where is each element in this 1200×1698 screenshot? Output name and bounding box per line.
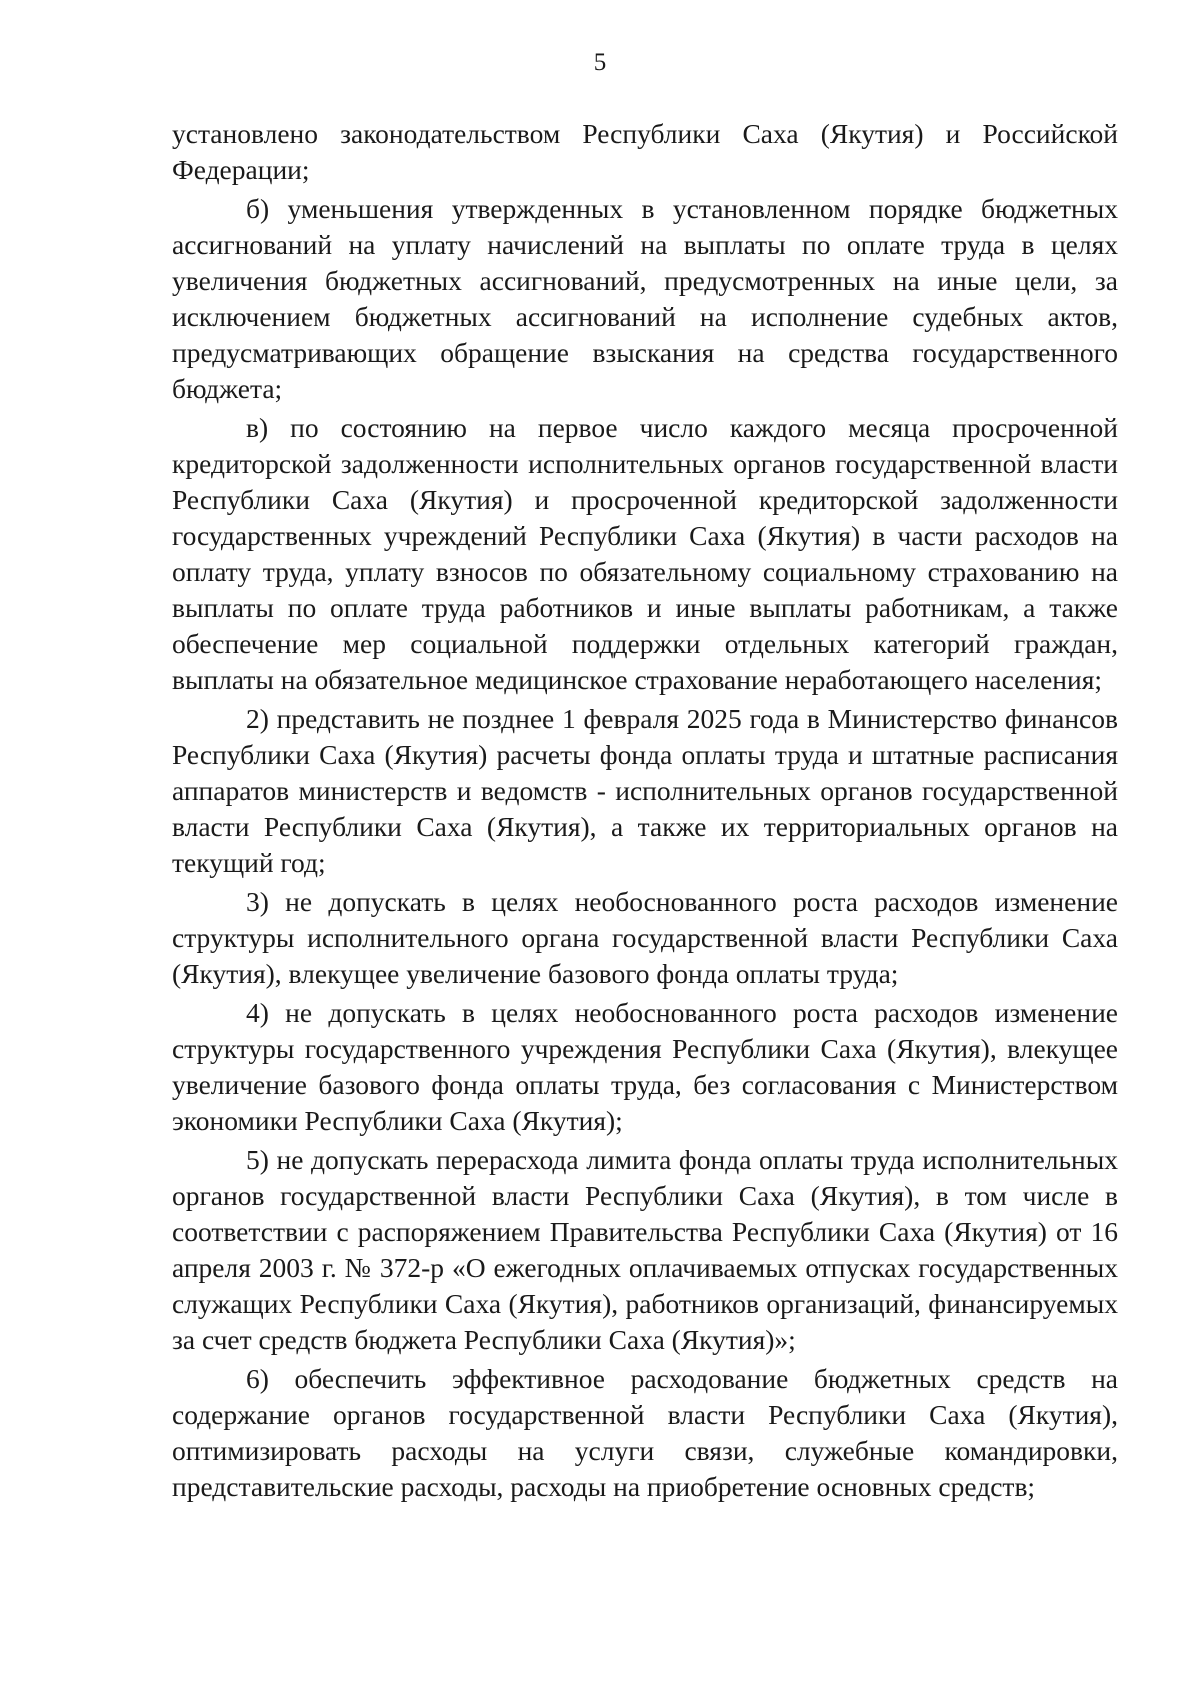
- paragraph-item-4: 4) не допускать в целях необоснованного роста расходов изменение структуры государственного учреждения Республики Саха (Якутия), влекущее увеличение базового фонда оплаты труда, без согласования с Министерством экономики Республики Саха (Якутия);: [172, 997, 1118, 1136]
- paragraph-item-2: 2) представить не позднее 1 февраля 2025 года в Министерство финансов Республики Саха (Якутия) расчеты фонда оплаты труда и штатные расписания аппаратов министерств и ведомств - исполнительных органов государственной власти Республики Саха (Якутия), а также их территориальных органов на текущий год;: [172, 703, 1118, 878]
- paragraph-item-6: 6) обеспечить эффективное расходование бюджетных средств на содержание органов государственной власти Республики Саха (Якутия), оптимизировать расходы на услуги связи, служебные командировки, представительские расходы, расходы на приобретение основных средств;: [172, 1363, 1118, 1502]
- paragraph-item-b: б) уменьшения утвержденных в установленном порядке бюджетных ассигнований на уплату начислений на выплаты по оплате труда в целях увеличения бюджетных ассигнований, предусмотренных на иные цели, за исключением бюджетных ассигнований на исполнение судебных актов, предусматривающих обращение взыскания на средства государственного бюджета;: [172, 193, 1118, 404]
- paragraph-item-v: в) по состоянию на первое число каждого месяца просроченной кредиторской задолженности исполнительных органов государственной власти Республики Саха (Якутия) и просроченной кредиторской задолженности государственных учреждений Республики Саха (Якутия) в части расходов на оплату труда, уплату взносов по обязательному социальному страхованию на выплаты по оплате труда работников и иные выплаты работникам, а также обеспечение мер социальной поддержки отдельных категорий граждан, выплаты на обязательное медицинское страхование неработающего населения;: [172, 412, 1118, 695]
- paragraph-continuation: установлено законодательством Республики Саха (Якутия) и Российской Федерации;: [172, 118, 1118, 185]
- paragraph-item-5: 5) не допускать перерасхода лимита фонда оплаты труда исполнительных органов государственной власти Республики Саха (Якутия), в том числе в соответствии с распоряжением Правительства Республики Саха (Якутия) от 16 апреля 2003 г. № 372-р «О ежегодных оплачиваемых отпусках государственных служащих Республики Саха (Якутия), работников организаций, финансируемых за счет средств бюджета Республики Саха (Якутия)»;: [172, 1144, 1118, 1355]
- paragraph-item-3: 3) не допускать в целях необоснованного роста расходов изменение структуры исполнительного органа государственной власти Республики Саха (Якутия), влекущее увеличение базового фонда оплаты труда;: [172, 886, 1118, 989]
- document-body: [172, 116, 1118, 1508]
- page-number: 5: [593, 49, 607, 76]
